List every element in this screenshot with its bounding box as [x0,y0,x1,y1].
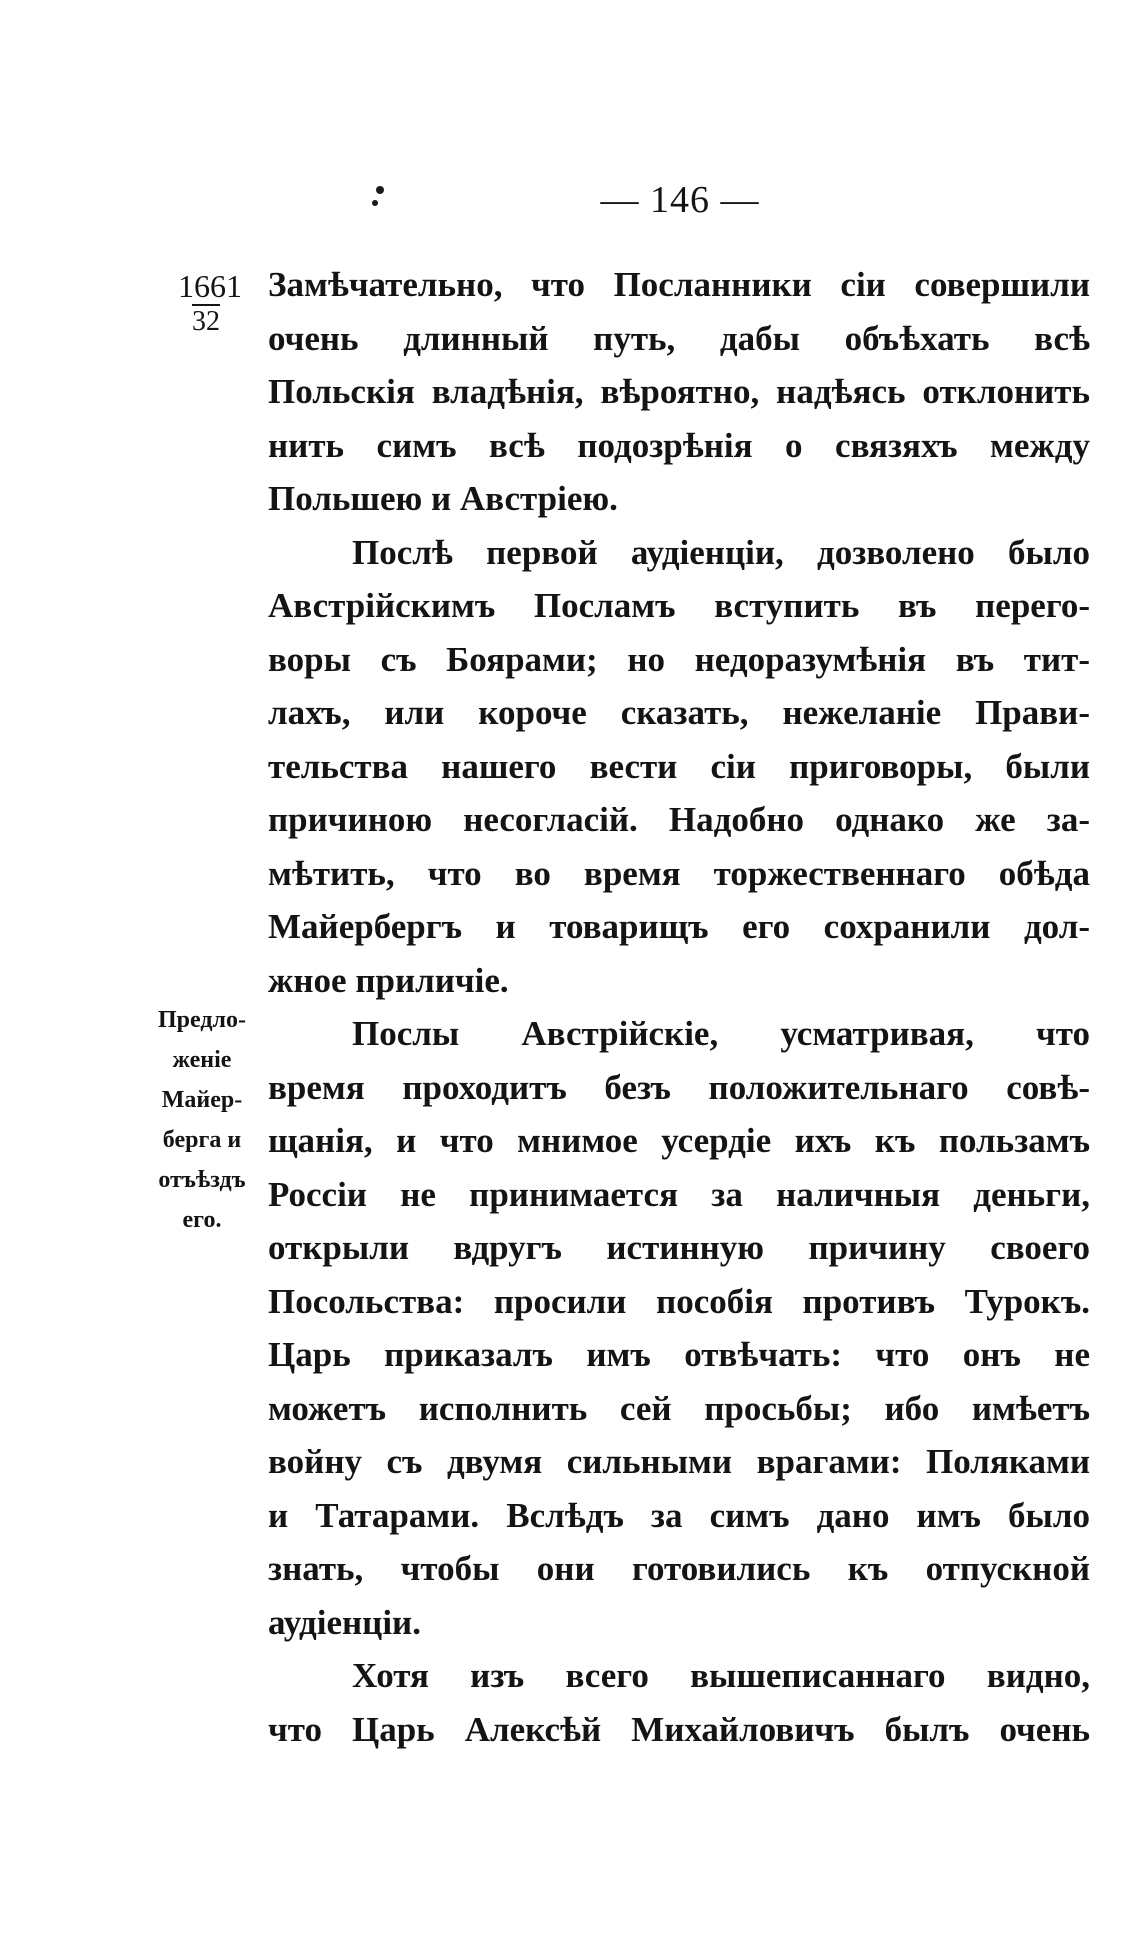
text-line: причиною несогласій. Надобно однако же за- [268,800,1090,839]
text-line: что Царь Алексѣй Михайловичъ былъ очень [268,1709,1090,1749]
text-line: Посольства: просили пособія противъ Турокъ. [268,1281,1090,1321]
sidenote-line: Предло- [158,1007,246,1033]
text-line: время проходитъ безъ положительнаго совѣ- [268,1067,1090,1107]
text-line: Послѣ первой аудіенціи, дозволено было [352,532,1090,572]
sidenote-line: женіе [172,1047,232,1073]
body-text [268,258,1090,1756]
margin-year-secondary: 32 [192,306,220,337]
text-line: Австрійскимъ Посламъ вступить въ перего- [268,586,1090,625]
text-line: открыли вдругъ истинную причину своего [268,1228,1090,1267]
sidenote-line: берга и [162,1127,242,1153]
paragraph [268,1649,1090,1756]
page-number: — 146 — [600,179,760,221]
text-line: Замѣчательно, что Посланники сіи совершили [268,265,1090,304]
text-line: Польскія владѣнія, вѣроятно, надѣясь отклонить [268,372,1090,411]
margin-sidenote [146,1000,258,1240]
text-line: и Татарами. Вслѣдъ за симъ дано имъ было [268,1495,1090,1535]
sidenote-line: отъѣздъ [158,1167,246,1193]
text-line: Майербергъ и товарищъ его сохранили дол- [268,907,1090,946]
text-line: аудіенціи. [268,1602,421,1642]
margin-year: 1661 [178,268,242,304]
sidenote-line: Майер- [161,1087,243,1113]
text-line: щанія, и что мнимое усердіе ихъ къ пользамъ [268,1121,1090,1160]
text-line: войну съ двумя сильными врагами: Поляками [268,1442,1090,1481]
text-line: Хотя изъ всего вышеписаннаго видно, [352,1656,1090,1695]
text-line: можетъ исполнить сей просьбы; ибо имѣетъ [268,1388,1090,1428]
text-line: Царь приказалъ имъ отвѣчать: что онъ не [268,1335,1090,1374]
text-line: нить симъ всѣ подозрѣнія о связяхъ между [268,425,1090,465]
text-line: Россіи не принимается за наличныя деньги, [268,1174,1090,1214]
text-line: Послы Австрійскіе, усматривая, что [352,1014,1090,1053]
print-speck [372,200,378,206]
sidenote-line: его. [182,1207,222,1233]
text-line: лахъ, или короче сказать, нежеланіе Прави- [268,693,1090,732]
text-line: тельства нашего вести сіи приговоры, были [268,746,1090,786]
paragraph [268,258,1090,526]
paragraph [268,526,1090,1008]
text-line: Польшею и Австріею. [268,479,618,518]
text-line: очень длинный путь, дабы объѣхать всѣ [268,318,1090,358]
text-line: знать, чтобы они готовились къ отпускной [268,1549,1090,1588]
text-line: жное приличіе. [268,960,509,1000]
text-line: мѣтить, что во время торжественнаго обѣда [268,853,1090,893]
print-speck [376,186,384,194]
text-line: воры съ Боярами; но недоразумѣнія въ тит- [268,639,1090,679]
paragraph [268,1007,1090,1649]
